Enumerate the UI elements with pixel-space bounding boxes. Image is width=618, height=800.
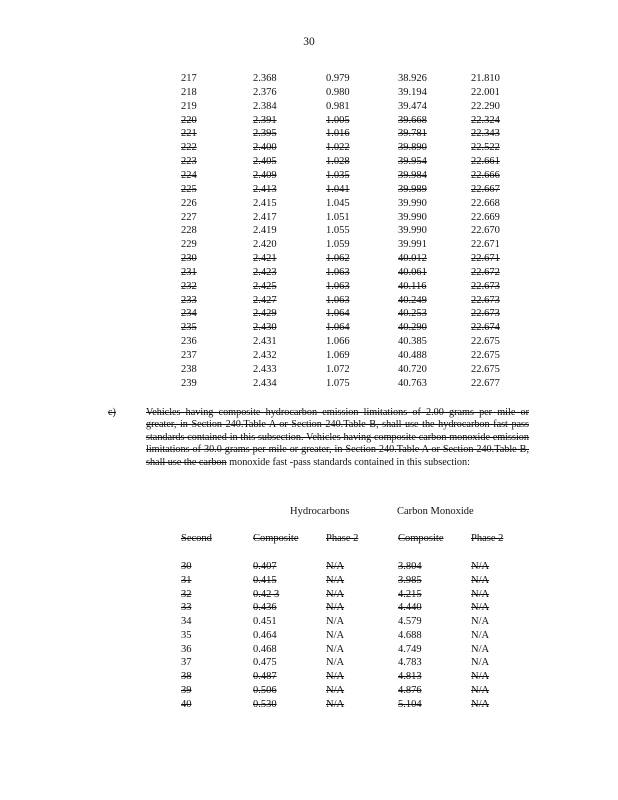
table-cell: 1.072 xyxy=(326,363,350,375)
table-cell: 22.522 xyxy=(471,142,500,154)
table-cell: 4.813 xyxy=(398,671,422,682)
table-cell: N/A xyxy=(471,561,490,572)
table-cell: 39.984 xyxy=(398,169,427,181)
table-cell: 2.384 xyxy=(253,100,277,112)
table-cell: 39.954 xyxy=(398,156,427,168)
table-cell: N/A xyxy=(326,561,345,572)
table-cell: 1.064 xyxy=(326,322,350,334)
table-cell: 0.451 xyxy=(253,616,277,627)
table-cell: 235 xyxy=(181,322,197,334)
col-header-hc-phase2: Phase 2 xyxy=(326,533,359,544)
table-cell: 0.475 xyxy=(253,657,277,669)
table-cell: N/A xyxy=(471,657,490,669)
table-cell: 22.677 xyxy=(471,377,500,389)
table-cell: N/A xyxy=(326,588,345,600)
table-cell: N/A xyxy=(471,602,490,614)
table-cell: 22.661 xyxy=(471,156,500,168)
table-cell: N/A xyxy=(471,574,490,586)
table-cell: 1.062 xyxy=(326,253,350,265)
table-cell: 40.720 xyxy=(398,363,427,375)
table-cell: 0.981 xyxy=(326,100,350,112)
table-cell: 5.104 xyxy=(398,698,422,710)
table-cell: N/A xyxy=(471,643,490,655)
table-cell: 0.407 xyxy=(253,561,277,572)
table-cell: 1.064 xyxy=(326,308,350,320)
table-cell: 222 xyxy=(181,142,197,154)
table-cell: N/A xyxy=(326,602,345,614)
table-cell: 39.668 xyxy=(398,114,427,126)
table-cell: N/A xyxy=(471,698,490,710)
table-cell: 39.890 xyxy=(398,142,427,154)
table-cell: N/A xyxy=(326,671,345,682)
table-cell: 232 xyxy=(181,280,197,292)
table-cell: 1.069 xyxy=(326,350,350,361)
table-cell: 40.385 xyxy=(398,336,427,348)
table-cell: 230 xyxy=(181,253,197,265)
table-cell: 4.440 xyxy=(398,602,422,614)
table-cell: 0.487 xyxy=(253,671,277,682)
col-header-hc-composite: Composite xyxy=(253,533,299,544)
table-cell: 2.425 xyxy=(253,280,277,292)
table-cell: 221 xyxy=(181,128,197,140)
table-cell: 0.980 xyxy=(326,86,350,98)
table-cell: 22.675 xyxy=(471,336,500,348)
table-cell: 0.464 xyxy=(253,629,277,641)
page-number: 30 xyxy=(303,36,315,48)
table-cell: 2.433 xyxy=(253,363,277,375)
table-cell: 39.474 xyxy=(398,100,427,112)
table-cell: 34 xyxy=(181,616,192,627)
col-header-second: Second xyxy=(181,533,212,544)
table-cell: 4.783 xyxy=(398,657,422,669)
table-cell: 238 xyxy=(181,363,197,375)
table-cell: 30 xyxy=(181,561,192,572)
table-cell: 234 xyxy=(181,308,197,320)
table-cell: 2.419 xyxy=(253,225,277,237)
table-cell: 227 xyxy=(181,211,197,223)
table-cell: 38.926 xyxy=(398,73,427,84)
table-cell: 22.674 xyxy=(471,322,500,334)
table-cell: 22.675 xyxy=(471,363,500,375)
table-cell: 39.989 xyxy=(398,183,427,195)
table-cell: 0.436 xyxy=(253,602,277,614)
table-cell: 0.468 xyxy=(253,643,277,655)
table-cell: 3.804 xyxy=(398,561,422,572)
table-cell: 229 xyxy=(181,239,197,251)
table-cell: 0.415 xyxy=(253,574,277,586)
table-cell: 218 xyxy=(181,86,197,98)
table-cell: 32 xyxy=(181,588,192,600)
table-cell: 38 xyxy=(181,671,192,682)
table-cell: 2.413 xyxy=(253,183,277,195)
table-cell: 22.671 xyxy=(471,239,500,251)
table-cell: 2.432 xyxy=(253,350,277,361)
table-cell: 39.991 xyxy=(398,239,427,251)
table-cell: 4.876 xyxy=(398,684,422,696)
table-cell: 2.409 xyxy=(253,169,277,181)
table-cell: 39 xyxy=(181,684,192,696)
table-cell: 2.395 xyxy=(253,128,277,140)
table-cell: N/A xyxy=(471,671,490,682)
table-cell: 2.405 xyxy=(253,156,277,168)
table-cell: 220 xyxy=(181,114,197,126)
table-cell: 0.530 xyxy=(253,698,277,710)
table-cell: 1.022 xyxy=(326,142,350,154)
table-cell: 1.055 xyxy=(326,225,350,237)
carbon-monoxide-header: Carbon Monoxide xyxy=(397,506,474,517)
table-cell: 224 xyxy=(181,169,197,181)
table-cell: 2.420 xyxy=(253,239,277,251)
table-cell: 2.421 xyxy=(253,253,277,265)
table-cell: 2.431 xyxy=(253,336,277,348)
table-cell: N/A xyxy=(326,616,345,627)
table-cell: 2.423 xyxy=(253,266,277,278)
table-cell: 225 xyxy=(181,183,197,195)
table-cell: 39.781 xyxy=(398,128,427,140)
table-cell: 39.194 xyxy=(398,86,427,98)
table-cell: 0.979 xyxy=(326,73,350,84)
table-cell: 22.343 xyxy=(471,128,500,140)
table-cell: 22.675 xyxy=(471,350,500,361)
table-cell: 4.579 xyxy=(398,616,422,627)
table-cell: 1.066 xyxy=(326,336,350,348)
table-cell: N/A xyxy=(326,629,345,641)
table-cell: 1.045 xyxy=(326,197,350,209)
paragraph-struck-text: Vehicles having composite hydrocarbon emission limitations of 2.00 grams per mile or greater, in Section 240.Table A or Section 240.Table B, shall use the hydrocarbon fast pass standards contained in this subsection. Vehicles having composite carbon monoxide emission limitations of 30.0 grams per mile or greater, in Section 240.Table A or Section 240.Table B, shall use the carbon xyxy=(146,407,529,468)
table-cell: 39.990 xyxy=(398,211,427,223)
table-cell: 3.985 xyxy=(398,574,422,586)
table-cell: 2.417 xyxy=(253,211,277,223)
table-cell: 1.063 xyxy=(326,280,350,292)
table-cell: N/A xyxy=(471,629,490,641)
table-cell: 1.063 xyxy=(326,266,350,278)
table-cell: 2.434 xyxy=(253,377,277,389)
table-cell: 239 xyxy=(181,377,197,389)
table-cell: 40.012 xyxy=(398,253,427,265)
table-cell: 22.666 xyxy=(471,169,500,181)
table-cell: 40.290 xyxy=(398,322,427,334)
table-cell: N/A xyxy=(326,574,345,586)
table-cell: 1.063 xyxy=(326,294,350,306)
table-cell: 231 xyxy=(181,266,197,278)
table-cell: 1.075 xyxy=(326,377,350,389)
table-cell: N/A xyxy=(471,588,490,600)
table-cell: 2.429 xyxy=(253,308,277,320)
table-cell: 1.051 xyxy=(326,211,350,223)
table-cell: 0.42 3 xyxy=(253,588,280,600)
table-cell: 31 xyxy=(181,574,192,586)
table-cell: 1.041 xyxy=(326,183,350,195)
table-cell: 217 xyxy=(181,73,197,84)
table-cell: 40.488 xyxy=(398,350,427,361)
table-cell: 2.415 xyxy=(253,197,277,209)
col-header-co-phase2: Phase 2 xyxy=(471,533,504,544)
table-cell: 228 xyxy=(181,225,197,237)
table-cell: 22.667 xyxy=(471,183,500,195)
table-cell: 40.253 xyxy=(398,308,427,320)
table-cell: 4.215 xyxy=(398,588,422,600)
table-cell: 2.427 xyxy=(253,294,277,306)
table-cell: 35 xyxy=(181,629,192,641)
table-cell: 236 xyxy=(181,336,197,348)
table-cell: 2.391 xyxy=(253,114,277,126)
hydrocarbons-header: Hydrocarbons xyxy=(290,506,350,517)
table-cell: 40.249 xyxy=(398,294,427,306)
table-cell: 22.673 xyxy=(471,280,500,292)
table-cell: 36 xyxy=(181,643,192,655)
table-cell: 22.672 xyxy=(471,266,500,278)
table-cell: N/A xyxy=(471,684,490,696)
paragraph-marker: c) xyxy=(108,407,116,418)
table-cell: 22.673 xyxy=(471,294,500,306)
table-cell: 22.290 xyxy=(471,100,500,112)
table-cell: 39.990 xyxy=(398,225,427,237)
table-cell: 40 xyxy=(181,698,192,710)
paragraph-plain-text: monoxide fast -pass standards contained in this subsection: xyxy=(229,456,470,468)
table-cell: 223 xyxy=(181,156,197,168)
table-cell: 1.016 xyxy=(326,128,350,140)
table-cell: 237 xyxy=(181,350,197,361)
table-cell: 1.005 xyxy=(326,114,350,126)
table-cell: 1.059 xyxy=(326,239,350,251)
table-cell: 22.001 xyxy=(471,86,500,98)
table-cell: 22.668 xyxy=(471,197,500,209)
table-cell: 22.673 xyxy=(471,308,500,320)
table-cell: 226 xyxy=(181,197,197,209)
table-cell: N/A xyxy=(471,616,490,627)
table-cell: 22.671 xyxy=(471,253,500,265)
table-cell: N/A xyxy=(326,698,345,710)
col-header-co-composite: Composite xyxy=(398,533,444,544)
table-cell: 2.376 xyxy=(253,86,277,98)
table-cell: 40.763 xyxy=(398,377,427,389)
table-cell: 0.506 xyxy=(253,684,277,696)
table-cell: 2.400 xyxy=(253,142,277,154)
table-cell: N/A xyxy=(326,657,345,669)
table-cell: 39.990 xyxy=(398,197,427,209)
table-cell: 4.688 xyxy=(398,629,422,641)
table-cell: N/A xyxy=(326,643,345,655)
table-cell: 4.749 xyxy=(398,643,422,655)
table-cell: 22.669 xyxy=(471,211,500,223)
table-cell: 40.061 xyxy=(398,266,427,278)
table-cell: 233 xyxy=(181,294,197,306)
table-cell: 22.324 xyxy=(471,114,500,126)
paragraph-c xyxy=(108,407,529,469)
table-cell: 2.368 xyxy=(253,73,277,84)
table-cell: 2.430 xyxy=(253,322,277,334)
table-cell: 21.810 xyxy=(471,73,500,84)
table-cell: 1.035 xyxy=(326,169,350,181)
table-cell: 22.670 xyxy=(471,225,500,237)
table-cell: 219 xyxy=(181,100,197,112)
table-cell: 37 xyxy=(181,657,192,669)
table-cell: 1.028 xyxy=(326,156,350,168)
table-cell: 40.116 xyxy=(398,280,427,292)
table-cell: N/A xyxy=(326,684,345,696)
table-cell: 33 xyxy=(181,602,192,614)
